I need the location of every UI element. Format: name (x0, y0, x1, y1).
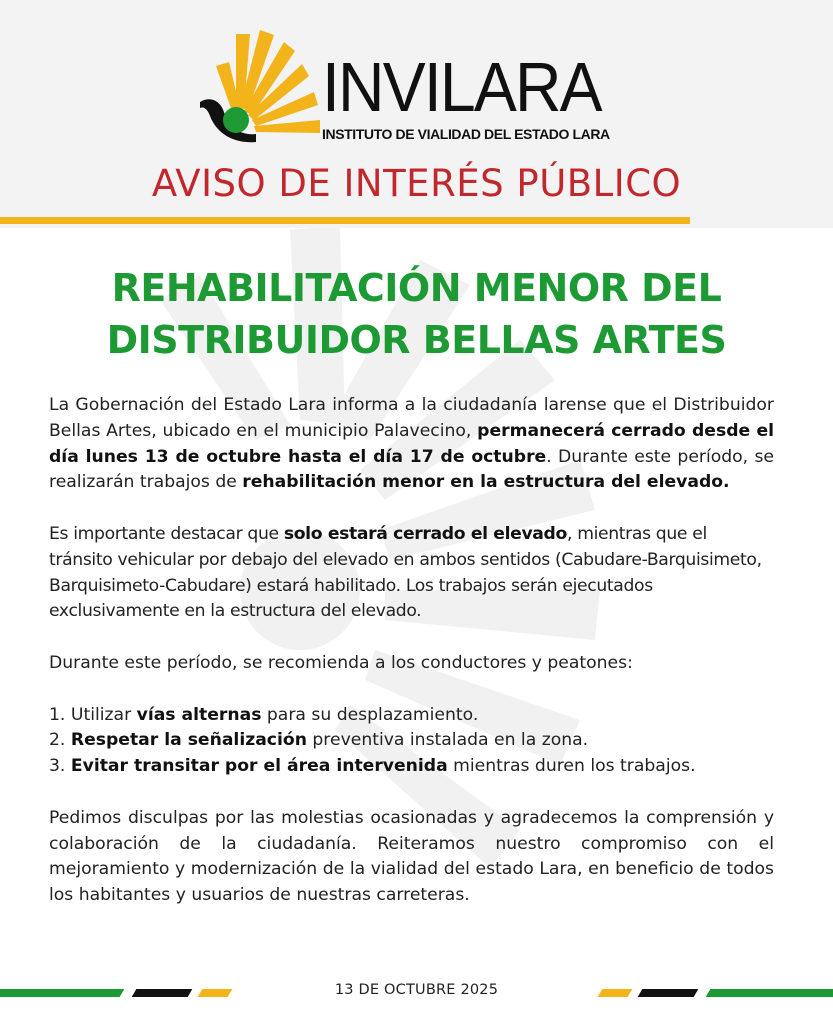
list-item (49, 754, 774, 780)
announcement-works: rehabilitación menor en la estructura del elevado. (242, 472, 730, 493)
list-item-text: para su desplazamiento. (261, 704, 479, 725)
title-line-1: REHABILITACIÓN MENOR DEL (111, 266, 722, 310)
footer-stripe-green (706, 989, 833, 997)
header-divider (0, 217, 690, 224)
list-item-bold: Evitar transitar por el área intervenida (70, 756, 448, 777)
list-item (49, 703, 774, 729)
title-line-2: DISTRIBUIDOR BELLAS ARTES (106, 318, 727, 362)
list-item-text: mientras duren los trabajos. (447, 756, 696, 777)
list-item (49, 728, 774, 754)
traffic-text-b: , mientras que el tránsito vehicular por debajo del elevado en ambos sentidos (Cabudare-Barquisimeto, Barquisimeto-Cabudare) estará habilitado. Los trabajos serán ejecutados exclusivamente en la estructura del elevado. (49, 523, 762, 622)
footer-stripe-black (638, 989, 699, 997)
list-item-number: 3. (49, 756, 66, 777)
list-item-number: 1. (49, 704, 66, 725)
list-item-text: Utilizar (70, 704, 137, 725)
recommendations-list (49, 703, 774, 780)
sunburst-road-logo-icon (196, 16, 326, 146)
announcement-text-a: La Gobernación del Estado Lara informa a la ciudadanía larense que el Distribuidor Bellas Artes, ubicado en el municipio Palavecino, (49, 395, 774, 441)
footer-date: 13 DE OCTUBRE 2025 (334, 982, 499, 998)
brand-subtitle: INSTITUTO DE VIALIDAD DEL ESTADO LARA (322, 126, 610, 142)
traffic-closure-note: solo estará cerrado el elevado (283, 523, 567, 544)
page-title (40, 262, 793, 366)
brand-name: INVILARA (322, 48, 601, 126)
footer (0, 978, 833, 1008)
notice-heading: AVISO DE INTERÉS PÚBLICO (151, 162, 682, 205)
footer-stripe-yellow (598, 989, 633, 997)
header-band (0, 0, 833, 228)
notice-body (49, 393, 774, 935)
paragraph-announcement (49, 393, 774, 496)
paragraph-traffic (49, 522, 774, 625)
paragraph-closing: Pedimos disculpas por las molestias ocasionadas y agradecemos la comprensión y colaboración de la ciudadanía. Reiteramos nuestro compromiso con el mejoramiento y modernización de la vialidad del estado Lara, en beneficio de todos los habitantes y usuarios de nuestras carreteras. (49, 807, 774, 906)
announcement-closure-dates: permanecerá cerrado desde el día lunes 13 de octubre hasta el día 17 de octubre (49, 420, 774, 467)
list-item-text: preventiva instalada en la zona. (306, 730, 589, 751)
list-item-bold: Respetar la señalización (70, 730, 307, 751)
announcement-text-b: . Durante este período, se realizarán trabajos de (49, 446, 774, 493)
list-item-number: 2. (49, 730, 66, 751)
list-item-bold: vías alternas (136, 704, 262, 725)
traffic-text-a: Es importante destacar que (49, 523, 284, 544)
recommendations-intro: Durante este período, se recomienda a los conductores y peatones: (49, 652, 633, 673)
